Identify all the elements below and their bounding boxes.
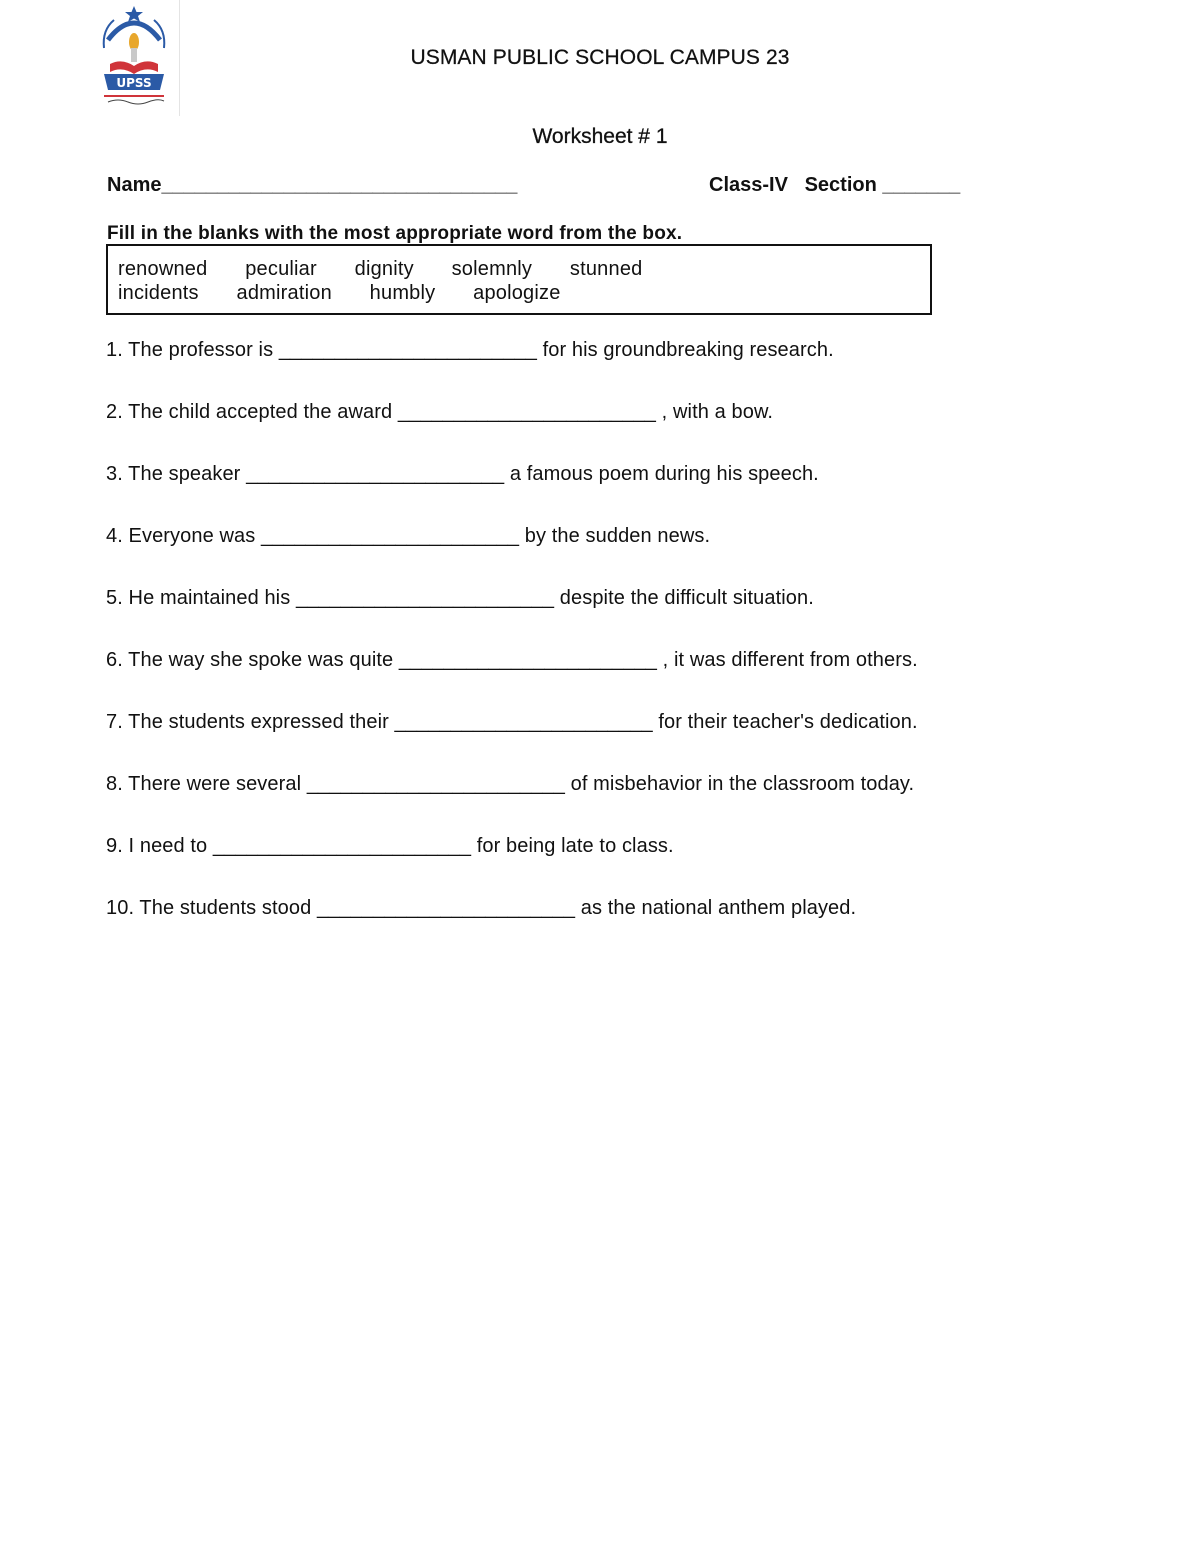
- question-item: 9. I need to _______________________ for being late to class.: [106, 835, 674, 857]
- word-item: incidents: [118, 282, 199, 304]
- name-field: Name________________________________: [107, 174, 518, 196]
- word-row-2: [118, 282, 593, 305]
- word-item: renowned: [118, 258, 208, 280]
- question-item: 5. He maintained his _______________________ despite the difficult situation.: [106, 587, 814, 609]
- instruction-text: Fill in the blanks with the most appropriate word from the box.: [107, 223, 683, 244]
- question-item: 4. Everyone was _______________________ by the sudden news.: [106, 525, 711, 547]
- question-item: 7. The students expressed their _______________________ for their teacher's dedication.: [106, 711, 918, 733]
- school-name: USMAN PUBLIC SCHOOL CAMPUS 23: [410, 46, 790, 69]
- logo-text: UPSS: [116, 76, 152, 90]
- question-item: 3. The speaker _______________________ a famous poem during his speech.: [106, 463, 819, 485]
- question-item: 2. The child accepted the award _______________________ , with a bow.: [106, 401, 774, 423]
- question-item: 10. The students stood _______________________ as the national anthem played.: [106, 897, 857, 919]
- word-item: dignity: [354, 258, 414, 280]
- word-item: solemnly: [451, 258, 533, 280]
- word-item: admiration: [236, 282, 332, 304]
- word-box: [106, 244, 932, 315]
- class-section-field: Class-IV Section _______: [709, 174, 961, 196]
- word-item: apologize: [473, 282, 561, 304]
- question-list: [106, 338, 1106, 958]
- word-row-1: [118, 258, 674, 281]
- question-item: 8. There were several _______________________ of misbehavior in the classroom today.: [106, 773, 915, 795]
- word-item: peculiar: [245, 258, 317, 280]
- question-item: 6. The way she spoke was quite _______________________ , it was different from others.: [106, 649, 918, 671]
- worksheet-title: Worksheet # 1: [532, 125, 668, 148]
- word-item: humbly: [369, 282, 436, 304]
- question-item: 1. The professor is _______________________ for his groundbreaking research.: [106, 339, 834, 361]
- word-item: stunned: [569, 258, 643, 280]
